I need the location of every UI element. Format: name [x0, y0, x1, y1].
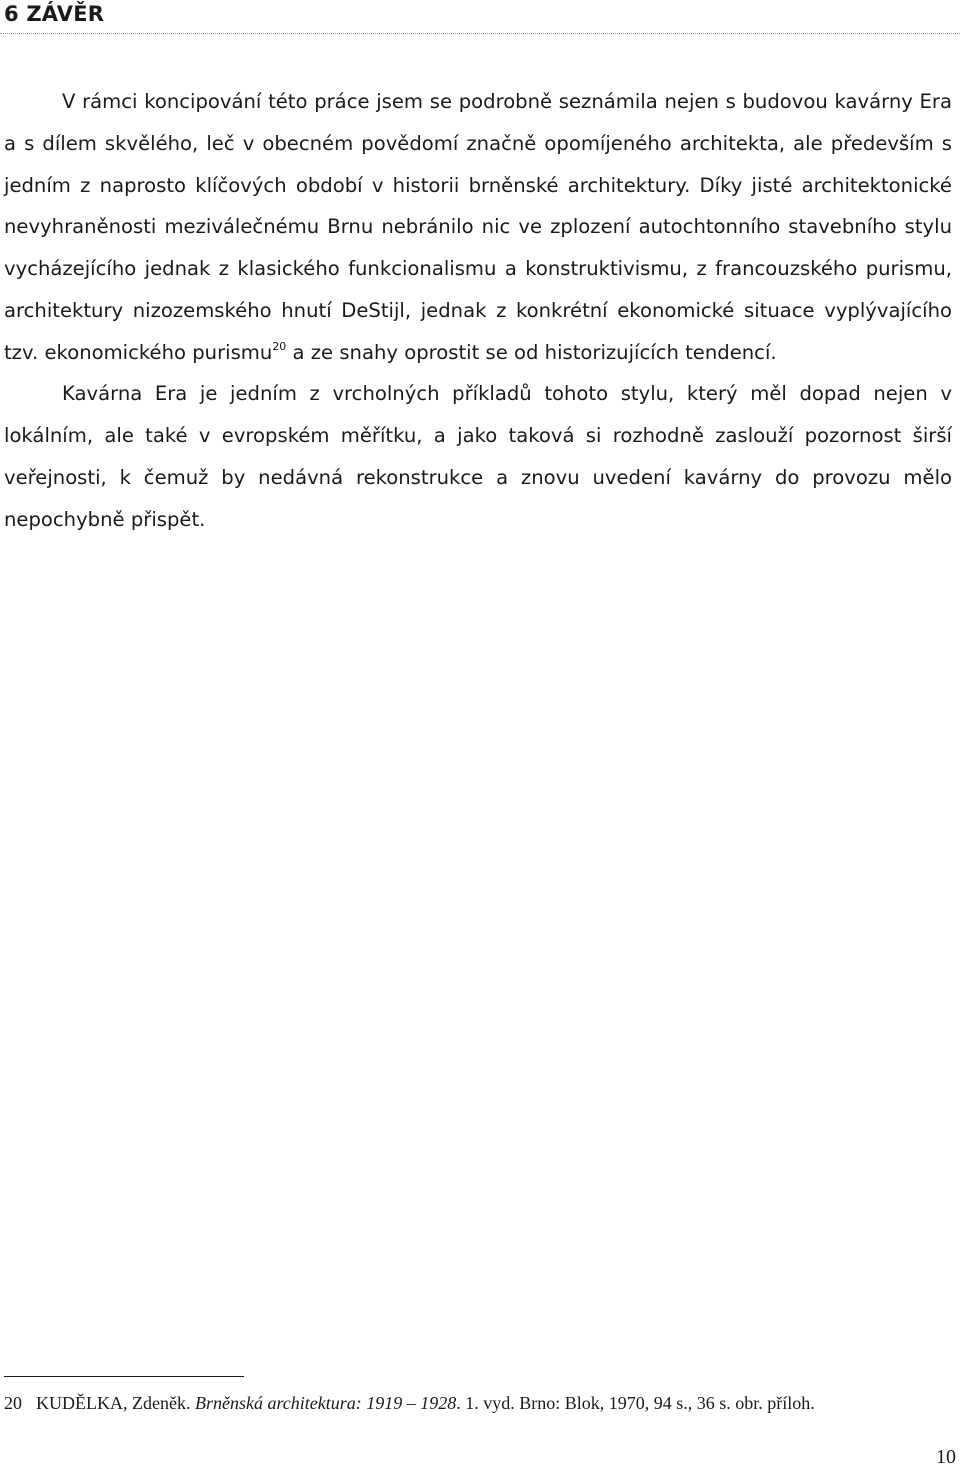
- footnote-book-title: Brněnská architektura: 1919 – 1928: [194, 1393, 457, 1413]
- footnote-divider: [4, 1376, 244, 1377]
- footnote: [4, 1393, 944, 1414]
- footnote-reference[interactable]: 20: [272, 339, 287, 353]
- chapter-heading: 6 ZÁVĚR: [4, 2, 105, 26]
- footnote-number: 20: [4, 1393, 22, 1413]
- footnote-author: KUDĚLKA, Zdeněk.: [36, 1393, 191, 1413]
- heading-divider: [0, 33, 960, 34]
- paragraph-2: Kavárna Era je jedním z vrcholných příkladů tohoto stylu, který měl dopad nejen v lokálním, ale také v evropském měřítku, a jako taková si rozhodně zaslouží pozornost širší veřejnosti, k čemuž by nedávná rekonstrukce a znovu uvedení kavárny do provozu mělo nepochybně přispět.: [4, 382, 952, 531]
- chapter-body: [4, 81, 952, 540]
- footnote-details: . 1. vyd. Brno: Blok, 1970, 94 s., 36 s. obr. příloh.: [456, 1393, 815, 1413]
- paragraph-1-text-end: a ze snahy oprostit se od historizujících tendencí.: [286, 340, 777, 364]
- page-number: 10: [936, 1446, 956, 1468]
- paragraph-1-text: V rámci koncipování této práce jsem se podrobně seznámila nejen s budovou kavárny Era a s dílem skvělého, leč v obecném povědomí značně opomíjeného architekta, ale především s jedním z naprosto klíčových období v historii brněnské architektury. Díky jisté architektonické nevyhraněnosti meziválečnému Brnu nebránilo nic ve zplození autochtonního stavebního stylu vycházejícího jednak z klasického funkcionalismu a konstruktivismu, z francouzského purismu, architektury nizozemského hnutí DeStijl, jednak z konkrétní ekonomické situace vyplývajícího tzv. ekonomického purismu: [4, 90, 952, 364]
- paragraph-1: [4, 81, 952, 373]
